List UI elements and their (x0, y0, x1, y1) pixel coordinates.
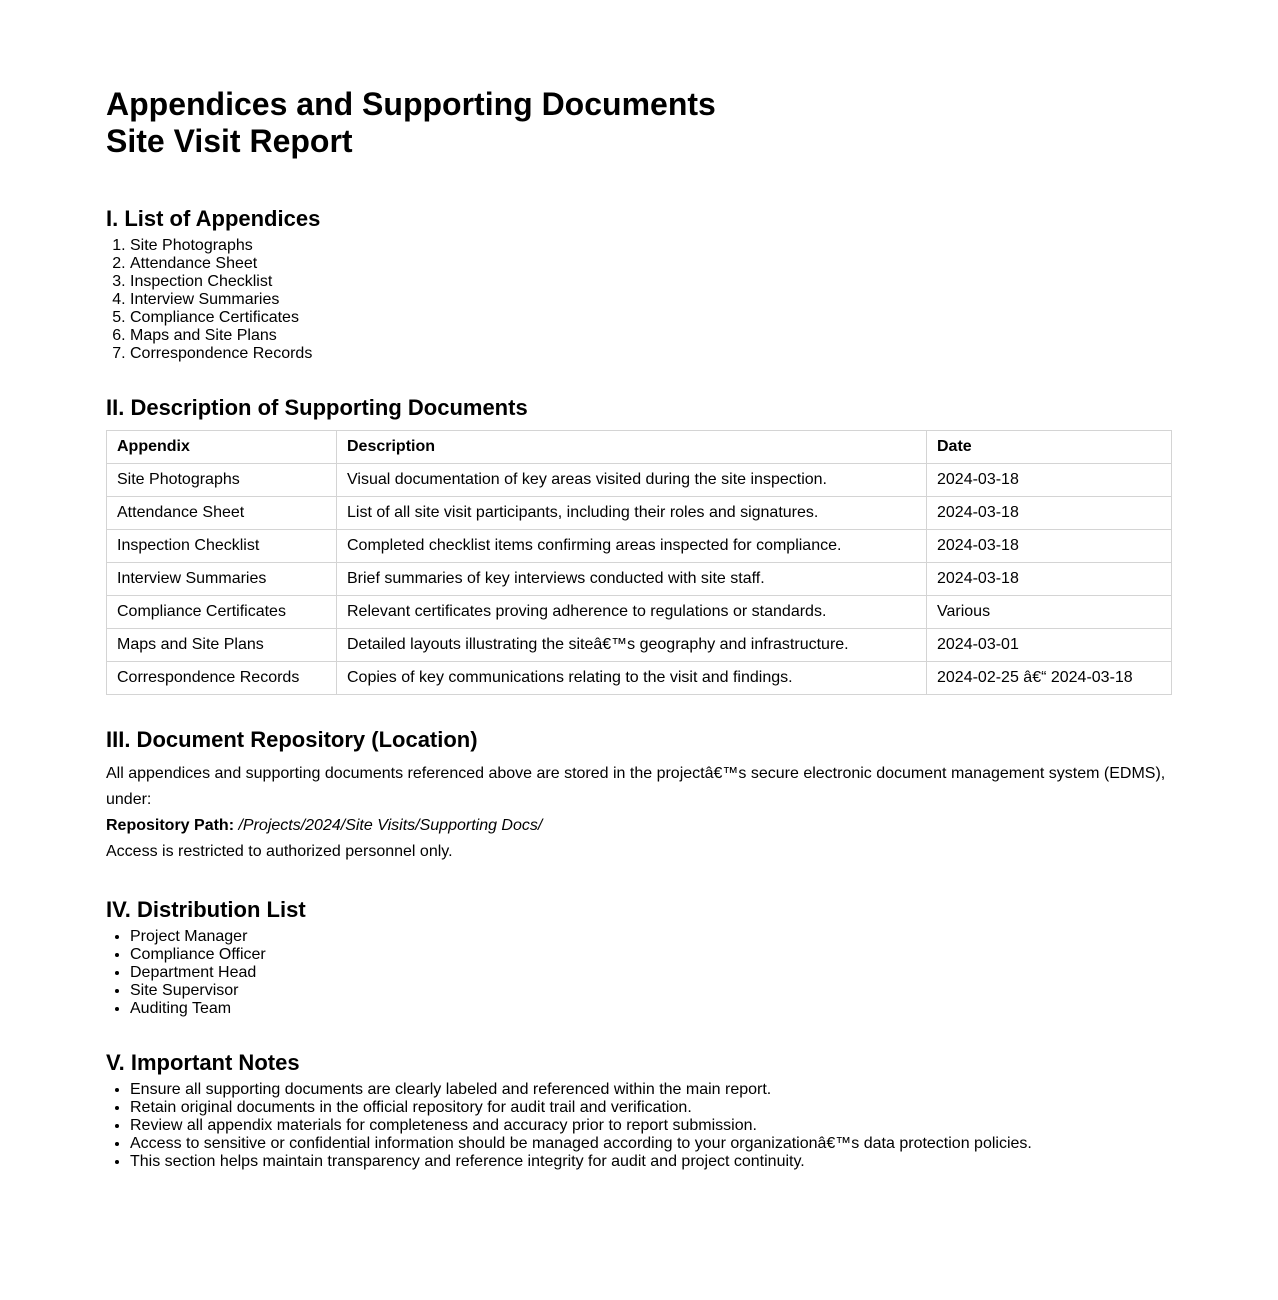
cell-date: 2024-03-18 (927, 563, 1172, 596)
repository-section (106, 727, 1172, 865)
notes-section (106, 1050, 1172, 1171)
title-line-1: Appendices and Supporting Documents (106, 86, 716, 122)
cell-description: Copies of key communications relating to the visit and findings. (337, 662, 927, 695)
list-item: • This section helps maintain transparency and reference integrity for audit and project continuity. (130, 1153, 1172, 1171)
cell-appendix: Interview Summaries (107, 563, 337, 596)
repository-heading: III. Document Repository (Location) (106, 727, 478, 752)
list-item: • Ensure all supporting documents are clearly labeled and referenced within the main report. (130, 1081, 1172, 1099)
repository-intro: All appendices and supporting documents referenced above are stored in the projectâ€™s secure electronic document management system (EDMS), under: (106, 765, 1166, 808)
table-row (107, 563, 1172, 596)
title-line-2: Site Visit Report (106, 123, 353, 159)
list-item: • Retain original documents in the official repository for audit trail and verification. (130, 1099, 1172, 1117)
repository-path-label: Repository Path: (106, 817, 235, 834)
table-row (107, 464, 1172, 497)
page-title (106, 86, 1172, 160)
cell-description: Visual documentation of key areas visited during the site inspection. (337, 464, 927, 497)
notes-list (106, 1081, 1172, 1171)
appendices-section (106, 206, 1172, 363)
list-item: • Access to sensitive or confidential information should be managed according to your organizationâ€™s data protection policies. (130, 1135, 1172, 1153)
cell-date: 2024-03-18 (927, 464, 1172, 497)
list-item: 2. Attendance Sheet (130, 255, 1172, 273)
repository-body (106, 761, 1172, 865)
table-header-row (107, 431, 1172, 464)
list-item: • Auditing Team (130, 1000, 1172, 1018)
repository-path-value: /Projects/2024/Site Visits/Supporting Docs/ (238, 817, 543, 834)
notes-heading: V. Important Notes (106, 1050, 300, 1075)
list-item: 3. Inspection Checklist (130, 273, 1172, 291)
cell-description: Relevant certificates proving adherence to regulations or standards. (337, 596, 927, 629)
cell-appendix: Compliance Certificates (107, 596, 337, 629)
cell-date: 2024-03-18 (927, 497, 1172, 530)
cell-description: Completed checklist items confirming areas inspected for compliance. (337, 530, 927, 563)
cell-description: List of all site visit participants, including their roles and signatures. (337, 497, 927, 530)
table-row (107, 662, 1172, 695)
appendix-list (106, 237, 1172, 363)
distribution-section (106, 897, 1172, 1018)
list-item: 5. Compliance Certificates (130, 309, 1172, 327)
list-item: 7. Correspondence Records (130, 345, 1172, 363)
repository-path (106, 813, 1172, 839)
cell-description: Detailed layouts illustrating the siteâ€™s geography and infrastructure. (337, 629, 927, 662)
repository-access-note: Access is restricted to authorized personnel only. (106, 843, 453, 860)
cell-appendix: Inspection Checklist (107, 530, 337, 563)
table-row (107, 530, 1172, 563)
appendices-heading: I. List of Appendices (106, 206, 321, 231)
cell-appendix: Attendance Sheet (107, 497, 337, 530)
list-item: • Review all appendix materials for completeness and accuracy prior to report submission. (130, 1117, 1172, 1135)
list-item: • Compliance Officer (130, 946, 1172, 964)
list-item: • Department Head (130, 964, 1172, 982)
column-header-date: Date (927, 431, 1172, 464)
list-item: • Project Manager (130, 928, 1172, 946)
cell-date: 2024-02-25 â€“ 2024-03-18 (927, 662, 1172, 695)
table-row (107, 629, 1172, 662)
cell-date: 2024-03-01 (927, 629, 1172, 662)
supporting-docs-table (106, 430, 1172, 695)
cell-date: 2024-03-18 (927, 530, 1172, 563)
supporting-docs-section (106, 395, 1172, 695)
table-row (107, 596, 1172, 629)
list-item: 1. Site Photographs (130, 237, 1172, 255)
list-item: 4. Interview Summaries (130, 291, 1172, 309)
supporting-docs-heading: II. Description of Supporting Documents (106, 395, 528, 420)
cell-appendix: Site Photographs (107, 464, 337, 497)
distribution-heading: IV. Distribution List (106, 897, 306, 922)
column-header-appendix: Appendix (107, 431, 337, 464)
cell-appendix: Maps and Site Plans (107, 629, 337, 662)
table-row (107, 497, 1172, 530)
cell-description: Brief summaries of key interviews conducted with site staff. (337, 563, 927, 596)
cell-appendix: Correspondence Records (107, 662, 337, 695)
cell-date: Various (927, 596, 1172, 629)
distribution-list (106, 928, 1172, 1018)
column-header-description: Description (337, 431, 927, 464)
list-item: • Site Supervisor (130, 982, 1172, 1000)
list-item: 6. Maps and Site Plans (130, 327, 1172, 345)
